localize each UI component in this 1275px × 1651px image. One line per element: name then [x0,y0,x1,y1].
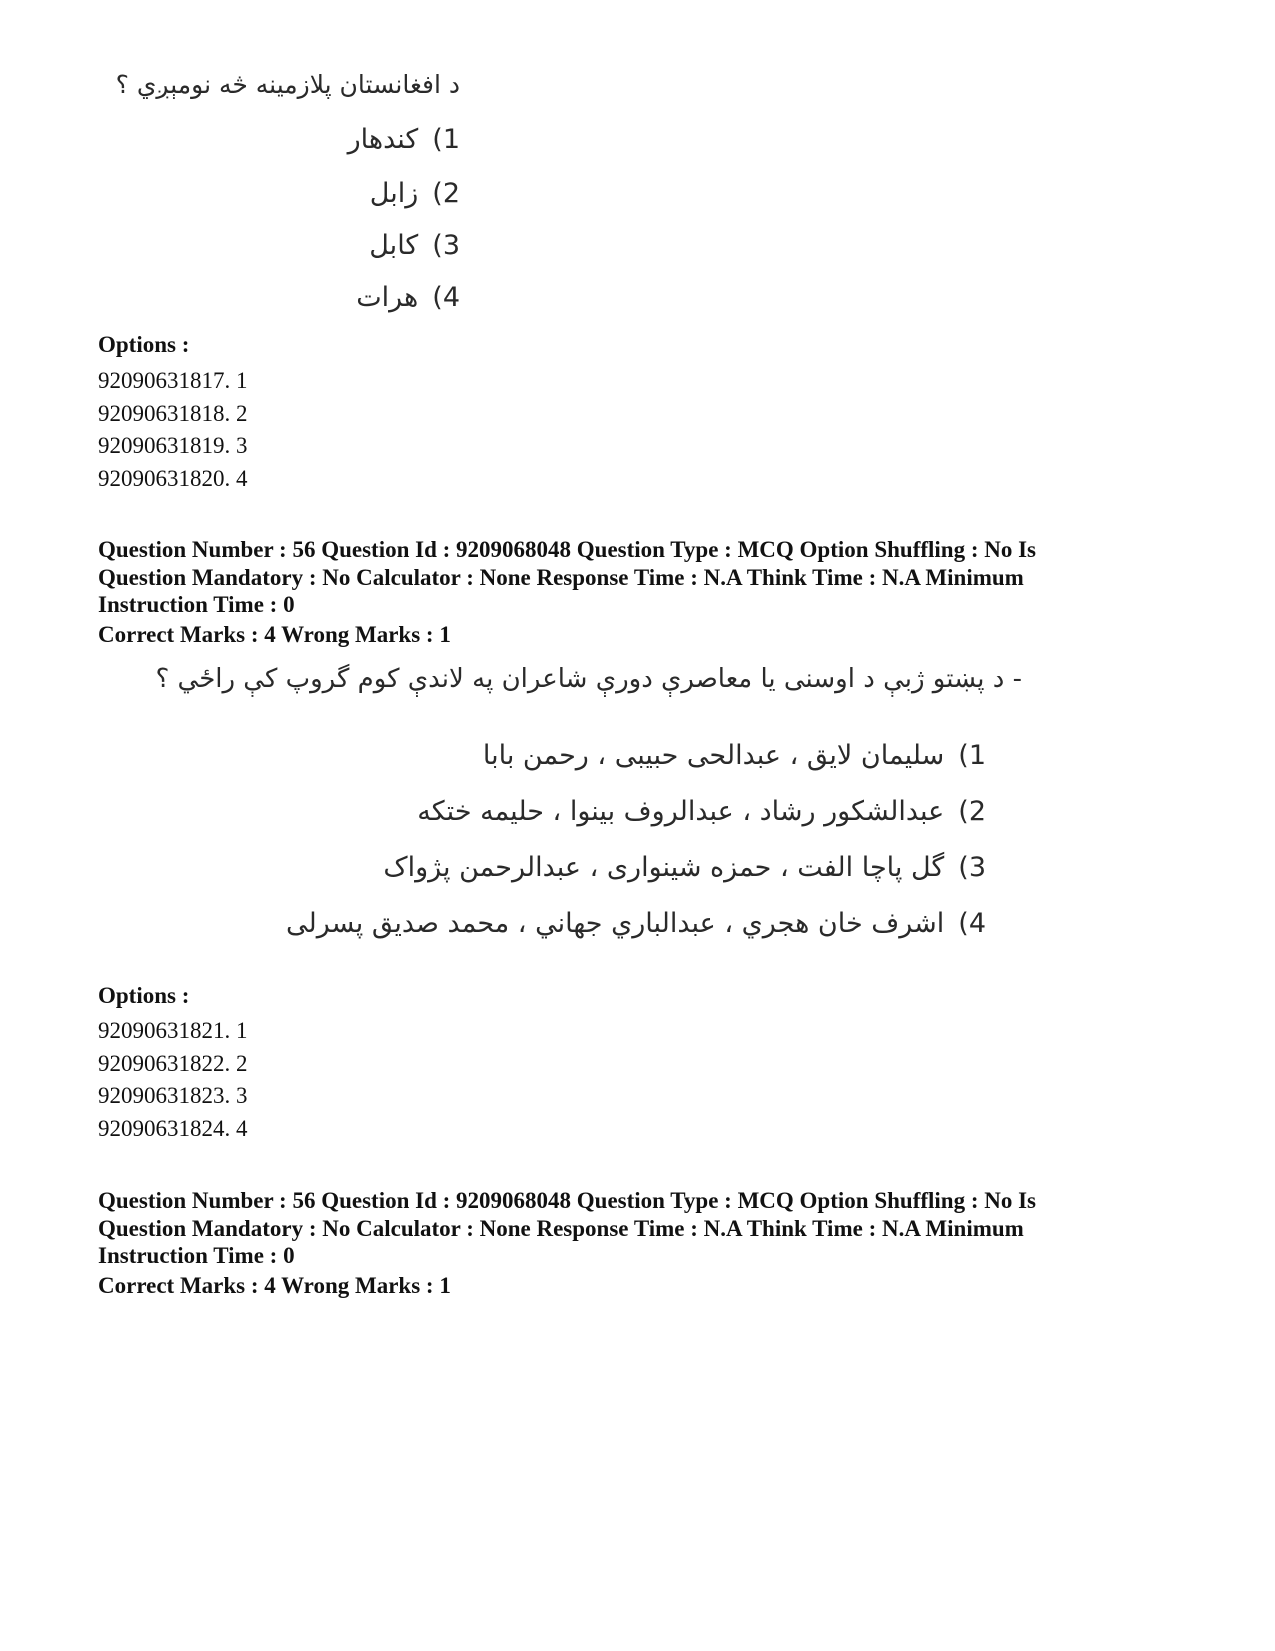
choice-1 [348,124,460,155]
choice-1 [483,740,986,771]
question-meta [98,1187,1188,1270]
meta-line: Instruction Time : 0 [98,1243,295,1268]
choice-number: (4 [432,282,460,313]
question-meta [98,536,1188,619]
choice-text: اشرف خان هجري ، عبدالباري جهاني ، محمد صدیق پسرلی [286,908,945,939]
choice-text: سلیمان لایق ، عبدالحی حبیبی ، رحمن بابا [482,740,945,771]
option-item: 92090631821. 1 [98,1018,248,1043]
question-prompt: - د پښتو ژبې د اوسنی یا معاصرې دورې شاعران په لاندې کوم گروپ کې راځي ؟ [155,664,1022,694]
choice-2 [370,178,460,209]
meta-line: Question Mandatory : No Calculator : None Response Time : N.A Think Time : N.A Minimum [98,564,1024,590]
choice-text: گل پاچا الفت ، حمزه شینواری ، عبدالرحمن پژواک [383,852,945,883]
choice-3 [369,230,460,261]
option-item: 92090631822. 2 [98,1050,248,1076]
choice-4 [356,282,460,313]
options-heading: Options : [98,332,190,357]
choice-number: (1 [958,740,986,771]
options-list [98,365,248,495]
option-item: 92090631823. 3 [98,1083,248,1108]
choice-text: هرات [356,282,419,313]
option-item: 92090631820. 4 [98,465,248,491]
choice-3 [383,852,986,883]
choice-text: کابل [369,230,419,261]
question-marks: Correct Marks : 4 Wrong Marks : 1 [98,1273,451,1298]
meta-line: Instruction Time : 0 [98,592,295,617]
question-image-poets [100,658,1030,968]
choice-number: (3 [958,852,986,883]
meta-line: Question Number : 56 Question Id : 9209068048 Question Type : MCQ Option Shuffling : No Is [98,1188,1037,1213]
choice-text: عبدالشکور رشاد ، عبدالروف بینوا ، حلیمه ختکه [417,796,945,827]
option-item: 92090631819. 3 [98,433,248,458]
question-prompt: د افغانستان پلازمینه څه نومېږي ؟ [115,70,460,99]
option-item: 92090631818. 2 [98,400,248,426]
choice-number: (2 [958,796,986,827]
choice-number: (1 [432,124,460,155]
question-marks: Correct Marks : 4 Wrong Marks : 1 [98,622,451,647]
option-item: 92090631824. 4 [98,1115,248,1141]
choice-text: کندهار [347,124,419,155]
choice-number: (2 [432,178,460,209]
choice-number: (3 [432,230,460,261]
choice-2 [417,796,986,827]
question-image-capital [100,60,470,330]
options-heading: Options : [98,983,190,1008]
choice-text: زابل [369,178,419,209]
choice-number: (4 [958,908,986,939]
option-item: 92090631817. 1 [98,368,248,393]
meta-line: Question Number : 56 Question Id : 9209068048 Question Type : MCQ Option Shuffling : No Is [98,537,1037,562]
options-list [98,1015,248,1145]
choice-4 [286,908,986,939]
meta-line: Question Mandatory : No Calculator : None Response Time : N.A Think Time : N.A Minimum [98,1215,1024,1241]
